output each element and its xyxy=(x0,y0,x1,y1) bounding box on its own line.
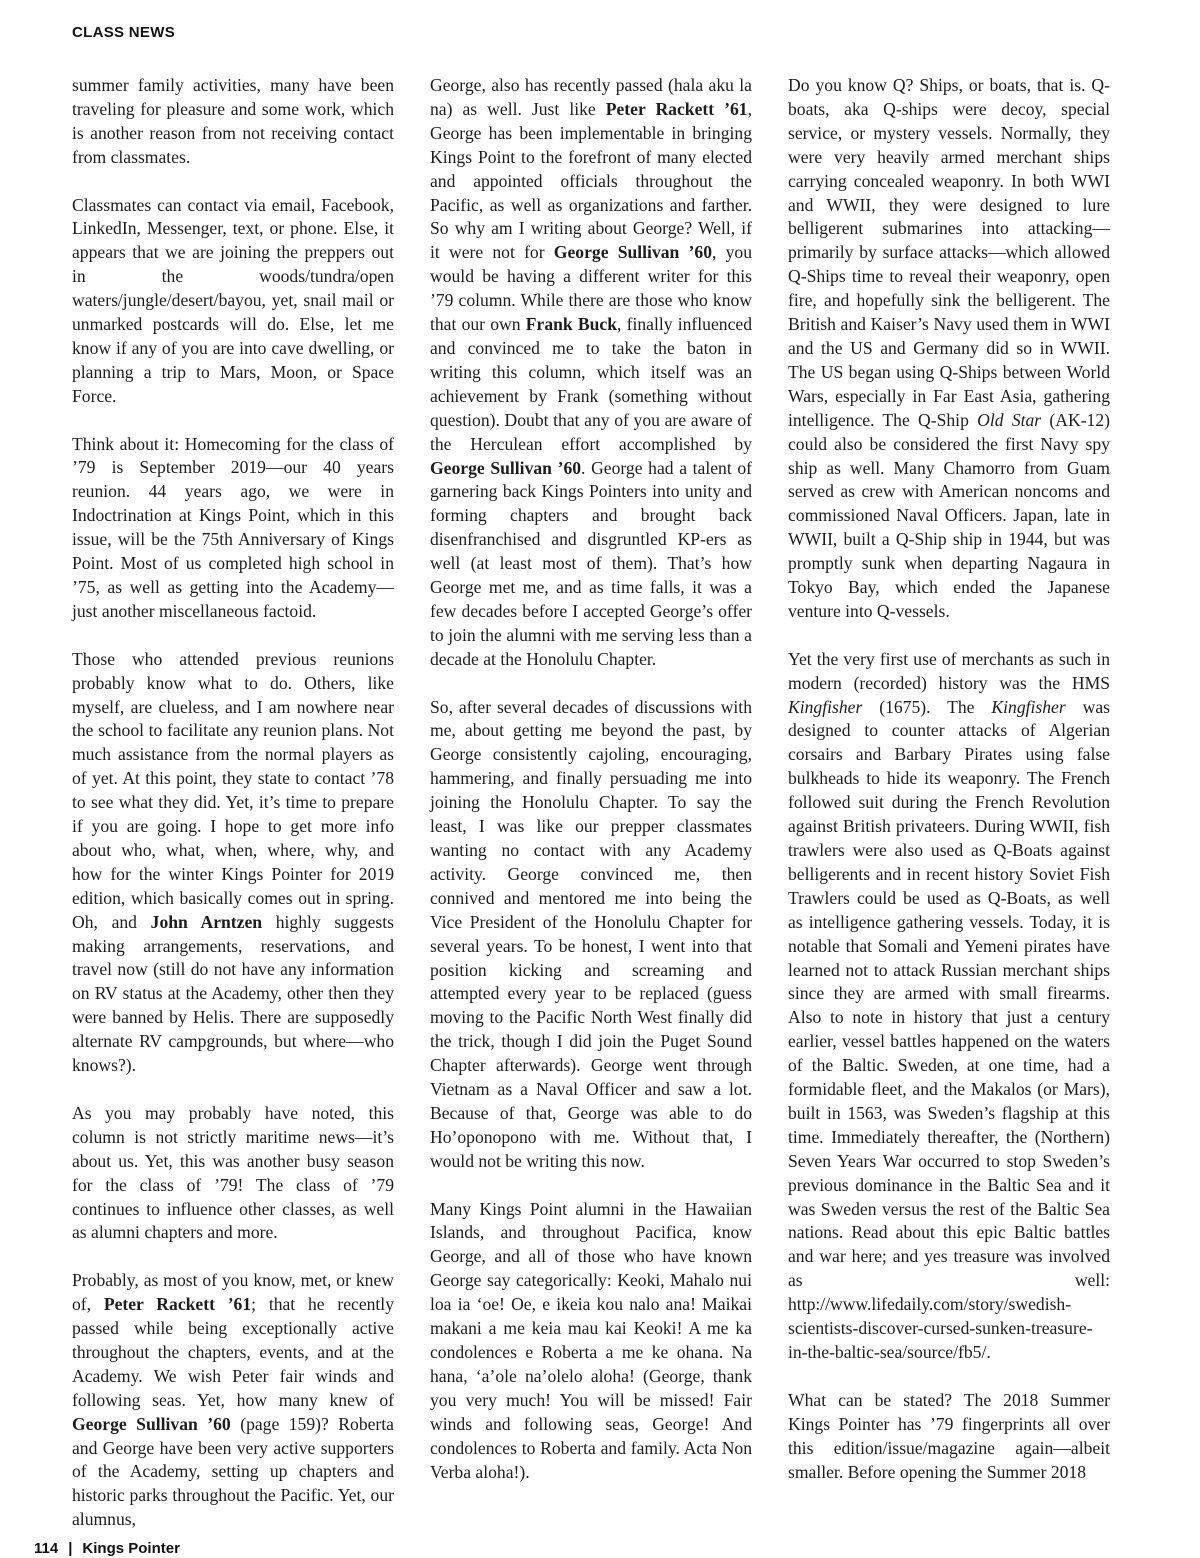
text-run: (1675). The xyxy=(862,696,992,717)
text-run: Think about it: Homecoming for the class of ’79 is September 2019—our 40 years reunion. 44 years ago, we were in Indoctrination at Kings Point, which in this issue, will be the 75th Anniversary of Kings Point. Most of us completed high school in ’75, as well as getting into the Academy—just another miscellaneous factoid. xyxy=(72,433,394,621)
text-run: Yet the very first use of merchants as such in modern (recorded) history was the HMS xyxy=(788,648,1110,693)
text-column-3 xyxy=(788,74,1110,1494)
italic-ship-name: Kingfisher xyxy=(788,696,863,717)
text-run: summer family activities, many have been traveling for pleasure and some work, which is another reason from not receiving contact from classmates. xyxy=(72,75,394,167)
bold-name: Peter Rackett ’61 xyxy=(103,1294,252,1315)
text-run: ; that he recently passed while being exceptionally active throughout the chapters, events, and at the Academy. We wish Peter fair winds and following seas. Yet, how many knew of xyxy=(72,1294,394,1410)
page-number: 114 xyxy=(34,1540,59,1557)
article-paragraph xyxy=(430,74,752,672)
article-paragraph xyxy=(72,74,394,170)
article-paragraph xyxy=(430,696,752,1174)
text-run: , finally influenced and convinced me to take the baton in writing this column, which itself was an achievement by Frank (something without question). Doubt that any of you are aware of the Herculean effort accomplished by xyxy=(430,314,753,454)
article-paragraph xyxy=(72,194,394,409)
article-paragraph xyxy=(788,648,1110,1365)
footer-separator: | xyxy=(68,1540,73,1557)
text-run: , you would be having a different writer for this ’79 column. While there are those who know that our own xyxy=(430,242,752,335)
italic-ship-name: Kingfisher xyxy=(991,696,1066,717)
text-run: highly suggests making arrangements, reservations, and travel now (still do not have any information on RV status at the Academy, other then they were banned by Helis. There are supposedly alternate RV campgrounds, but where—who knows?). xyxy=(72,911,394,1076)
text-run: Those who attended previous reunions probably know what to do. Others, like myself, are clueless, and I am nowhere near the school to facilitate any reunion plans. Not much assistance from the normal players as of yet. At this point, they state to contact ’78 to see what they did. Yet, it’s time to prepare if you are going. I hope to get more info about who, what, when, where, why, and how for the winter Kings Pointer for 2019 edition, which basically comes out in spring. Oh, and xyxy=(72,648,394,932)
bold-name: George Sullivan ’60 xyxy=(72,1413,231,1434)
bold-name: Peter Rackett ’61 xyxy=(605,98,748,119)
bold-name: Frank Buck xyxy=(525,314,618,335)
text-run: , George has been implementable in bringing Kings Point to the forefront of many elected and appointed officials throughout the Pacific, as well as organizations and farther. So why am I writing about George? Well, if it were not for xyxy=(430,98,752,263)
article-paragraph xyxy=(72,1269,394,1532)
text-column-1 xyxy=(72,74,394,1530)
article-paragraph xyxy=(72,1102,394,1245)
section-header: CLASS NEWS xyxy=(72,24,176,41)
text-run: Classmates can contact via email, Facebook, LinkedIn, Messenger, text, or phone. Else, it appears that we are joining the preppers out in the woods/tundra/open waters/jungle/desert/bayou, yet, snail mail or unmarked postcards will do. Else, let me know if any of you are into cave dwelling, or planning a trip to Mars, Moon, or Space Force. xyxy=(72,194,394,406)
text-run: Probably, as most of you know, met, or knew of, xyxy=(72,1270,394,1315)
article-paragraph xyxy=(788,1389,1110,1485)
article-paragraph xyxy=(788,74,1110,624)
text-run: (page 159)? Roberta and George have been very active supporters of the Academy, setting up chapters and historic parks throughout the Pacific. Yet, our alumnus, xyxy=(72,1413,394,1530)
text-run: (AK-12) could also be considered the first Navy spy ship as well. Many Chamorro from Guam served as crew with American noncoms and commissioned Naval Officers. Japan, late in WWII, built a Q-Ship ship in 1944, but was promptly sunk when departing Nagaura in Tokyo Bay, which ended the Japanese venture into Q-vessels. xyxy=(788,409,1111,621)
bold-name: John Arntzen xyxy=(150,911,263,932)
italic-ship-name: Old Star xyxy=(977,409,1042,430)
text-run: George, also has recently passed (hala aku la na) as well. Just like xyxy=(430,75,752,119)
text-run: was designed to counter attacks of Algerian corsairs and Barbary Pirates using false bulkheads to hide its weaponry. The French followed suit during the French Revolution against British privateers. During WWII, fish trawlers were also used as Q-Boats against belligerents and in recent history Soviet Fish Trawlers could be used as Q-Boats, as well as intelligence gathering vessels. Today, it is notable that Somali and Yemeni pirates have learned not to attack Russian merchant ships since they are armed with small firearms. Also to note in history that just a century earlier, vessel battles happened on the waters of the Baltic. Sweden, at one time, had a formidable fleet, and the Makalos (or Mars), built in 1563, was Sweden’s flagship at this time. Immediately thereafter, the (Northern) Seven Years War occurred to stop Sweden’s previous dominance in the Baltic Sea and it was Sweden versus the rest of the Baltic Sea nations. Read about this epic Baltic battles and war here; and yes treasure was involved as well: http://www.lifedaily.com/story/swedish-scientists-discover-cursed-sunken-treasure-in-the-baltic-sea/source/fb5/. xyxy=(788,696,1110,1363)
text-run: As you may probably have noted, this column is not strictly maritime news—it’s about us. Yet, this was another busy season for the class of ’79! The class of ’79 continues to influence other classes, as well as alumni chapters and more. xyxy=(72,1102,394,1243)
bold-name: George Sullivan ’60 xyxy=(430,457,582,478)
text-column-2 xyxy=(430,74,752,1494)
article-paragraph xyxy=(72,648,394,1078)
text-run: What can be stated? The 2018 Summer Kings Pointer has ’79 fingerprints all over this edition/issue/magazine again—albeit smaller. Before opening the Summer 2018 xyxy=(788,1389,1110,1482)
magazine-title: Kings Pointer xyxy=(82,1540,180,1557)
article-paragraph xyxy=(430,1198,752,1485)
text-run: . George had a talent of garnering back Kings Pointers into unity and forming chapters and brought back disenfranchised and disgruntled KP-ers as well (at least most of them). That’s how George met me, and as time falls, it was a few decades before I accepted George’s offer to join the alumni with me serving less than a decade at the Honolulu Chapter. xyxy=(430,457,753,669)
text-run: Many Kings Point alumni in the Hawaiian Islands, and throughout Pacifica, know George, and all of those who have known George say categorically: Keoki, Mahalo nui loa ia ‘oe! Oe, e ikeia kou nalo ana! Maikai makani a me keia mau kai Keoki! A me ka condolences e Roberta a me ke ohana. Na hana, ‘a’ole na’olelo aloha! (George, thank you very much! You will be missed! Fair winds and following seas, George! And condolences to Roberta and family. Acta Non Verba aloha!). xyxy=(430,1198,752,1482)
article-paragraph xyxy=(72,433,394,624)
text-run: Do you know Q? Ships, or boats, that is. Q-boats, aka Q-ships were decoy, special service, or mystery vessels. Normally, they were very heavily armed merchant ships carrying concealed weaponry. In both WWI and WWII, they were designed to lure belligerent submarines into attacking—primarily by surface attacks—which allowed Q-Ships time to reveal their weaponry, open fire, and hopefully sink the belligerent. The British and Kaiser’s Navy used them in WWI and the US and Germany did so in WWII. The US began using Q-Ships between World Wars, especially in Far East Asia, gathering intelligence. The Q-Ship xyxy=(788,75,1110,430)
page-footer xyxy=(34,1540,180,1557)
bold-name: George Sullivan ’60 xyxy=(553,242,712,263)
text-run: So, after several decades of discussions with me, about getting me beyond the past, by George consistently cajoling, encouraging, hammering, and finally persuading me into joining the Honolulu Chapter. To say the least, I was like our prepper classmates wanting no contact with any Academy activity. George convinced me, then connived and mentored me into being the Vice President of the Honolulu Chapter for several years. To be honest, I went into that position kicking and screaming and attempted every year to be replaced (guess moving to the Pacific North West finally did the trick, though I did join the Puget Sound Chapter afterwards). George went through Vietnam as a Naval Officer and saw a lot. Because of that, George was able to do Ho’oponopono with me. Without that, I would not be writing this now. xyxy=(430,696,752,1171)
